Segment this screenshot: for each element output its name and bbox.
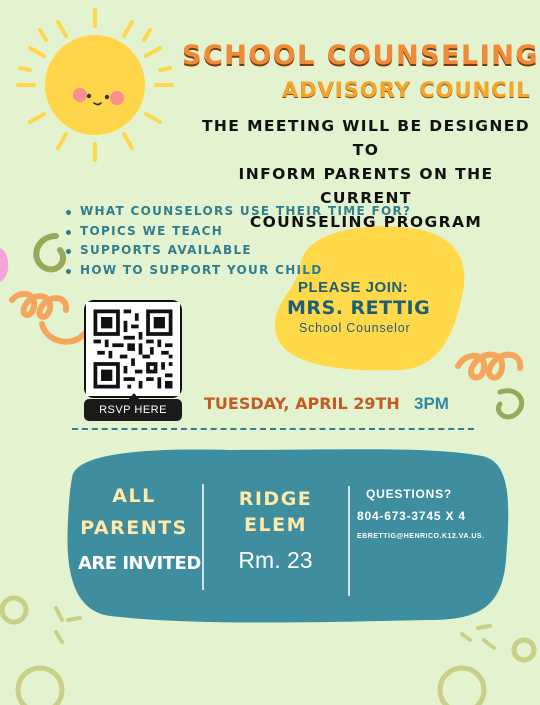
counselor-name: MRS. RETTIG	[287, 297, 431, 319]
school-name	[228, 486, 323, 538]
qr-code-icon	[86, 302, 180, 396]
list-item: TOPICS WE TEACH	[64, 222, 411, 242]
room-number: Rm. 23	[238, 547, 313, 573]
description-line3: COUNSELING PROGRAM	[249, 213, 483, 231]
audience-text	[78, 480, 190, 544]
rsvp-button[interactable]: RSVP HERE	[84, 399, 182, 421]
school-line2: ELEM	[244, 514, 307, 536]
audience-line2: PARENTS	[80, 517, 188, 539]
title-line1: SCHOOL COUNSELING	[182, 40, 540, 71]
title-line2: ADVISORY COUNCIL	[282, 78, 531, 102]
invited-text: ARE INVITED	[78, 553, 201, 574]
list-item: WHAT COUNSELORS USE THEIR TIME FOR?	[64, 202, 411, 222]
swirl-decoration	[36, 236, 63, 269]
audience-line1: ALL	[112, 485, 156, 507]
event-date: TUESDAY, APRIL 29TH	[204, 394, 400, 413]
list-item: HOW TO SUPPORT YOUR CHILD	[64, 261, 411, 281]
list-item: SUPPORTS AVAILABLE	[64, 241, 411, 261]
school-line1: RIDGE	[238, 488, 313, 510]
description-line2: INFORM PARENTS ON THE CURRENT	[238, 165, 494, 207]
sun-icon	[18, 10, 172, 160]
counselor-role: School Counselor	[299, 321, 411, 335]
dashed-divider	[72, 428, 474, 430]
topic-list	[64, 202, 411, 280]
qr-code[interactable]	[84, 300, 182, 398]
description-line1: THE MEETING WILL BE DESIGNED TO	[201, 117, 531, 159]
join-label: PLEASE JOIN:	[298, 279, 409, 296]
questions-label: QUESTIONS?	[366, 487, 453, 501]
contact-phone: 804-673-3745 X 4	[357, 509, 466, 523]
contact-email: EBRETTIG@HENRICO.K12.VA.US.	[357, 533, 485, 540]
event-time: 3PM	[414, 394, 449, 413]
